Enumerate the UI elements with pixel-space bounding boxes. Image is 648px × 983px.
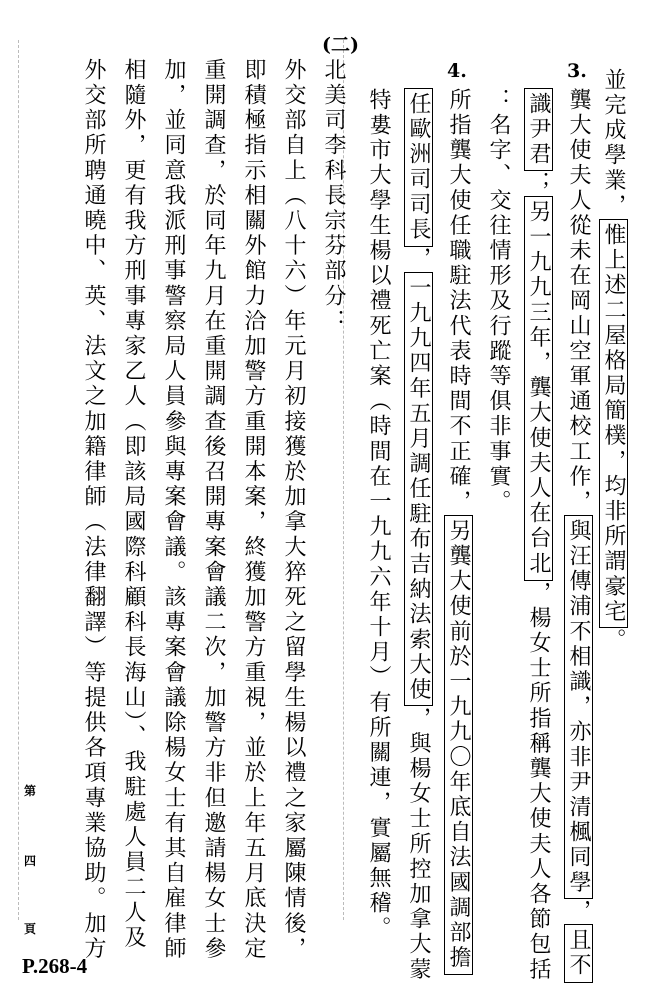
column-segment: 特婁市大學生楊以禮死亡案（時間在一九九六年十月）有所關連，實屬無稽。 [366,88,391,942]
text-column-5 [447,88,469,975]
text-column-6 [407,88,429,983]
page-footer-code: P.268-4 [22,954,88,978]
column-segment: ，與楊女士所控加拿大蒙 [406,706,431,983]
page-label-ye: 頁 [24,922,37,936]
column-segment: ， [406,246,431,272]
column-segment: 。 [601,628,626,654]
item-marker-4: 4. [447,60,467,82]
column-segment: 外交部自上（八十六）年元月初接獲於加拿大猝死之留學生楊以禮之家屬陳情後， [281,58,306,962]
text-column-2 [567,88,589,983]
column-segment: 北美司李科長宗芬部分： [321,58,346,335]
column-segment: 加，並同意我派刑事警察局人員參與專案會議。該專案會議除楊女士有其自雇律師 [161,58,186,962]
column-segment: ； [526,171,551,197]
column-segment: 龔大使夫人從未在岡山空軍通校工作， [566,88,591,515]
text-column-8 [322,58,344,334]
column-segment: 外交部所聘通曉中、英、法文之加籍律師（法律翻譯）等提供各項專業協助。加方 [81,58,106,962]
text-column-4 [487,88,509,515]
boxed-segment: 惟上述二屋格局簡樸，均非所謂豪宅 [599,219,628,629]
text-column-12 [162,58,184,962]
item-marker-3: 3. [567,60,587,82]
text-column-3 [527,88,549,983]
page-label-number: 四 [24,854,37,868]
column-segment: ，楊女士所指稱龔大使夫人各節包括 [526,580,551,983]
boxed-segment: 另龔大使前於一九九〇年底自法國調部擔 [444,515,473,975]
column-segment: 並完成學業， [601,68,626,219]
page-label-di: 第 [24,784,37,798]
margin-guide-line [18,40,20,920]
text-column-14 [82,58,104,962]
column-segment: 即積極指示相關外館力洽加警方重開本案，終獲加警方重視，並於上年五月底決定 [241,58,266,962]
text-column-10 [242,58,264,962]
boxed-segment: 且不 [564,924,593,982]
boxed-segment: 與汪傳浦不相識，亦非尹清楓同學 [564,515,593,900]
text-column-13 [122,58,144,951]
text-column-7 [367,88,389,941]
column-segment: 所指龔大使任職駐法代表時間不正確， [446,88,471,515]
boxed-segment: 任歐洲司司長 [404,88,433,247]
boxed-segment: 一九九四年五月調任駐布吉納法索大使 [404,272,433,707]
column-segment: 重開調查，於同年九月在重開調查後召開專案會議二次，加警方非但邀請楊女士參 [201,58,226,962]
text-column-1 [602,68,624,653]
column-segment: 相隨外，更有我方刑事專家乙人（即該局國際科顧科長海山）、我駐處人員二人及 [121,58,146,951]
column-segment: ：名字、交往情形及行蹤等俱非事實。 [486,88,511,515]
boxed-segment: 識尹君 [524,88,553,171]
section-marker-2: (二) [322,34,359,56]
text-column-9 [282,58,304,962]
text-column-11 [202,58,224,962]
column-segment: ， [566,899,591,925]
boxed-segment: 另一九九三年，龔大使夫人在台北 [524,196,553,581]
